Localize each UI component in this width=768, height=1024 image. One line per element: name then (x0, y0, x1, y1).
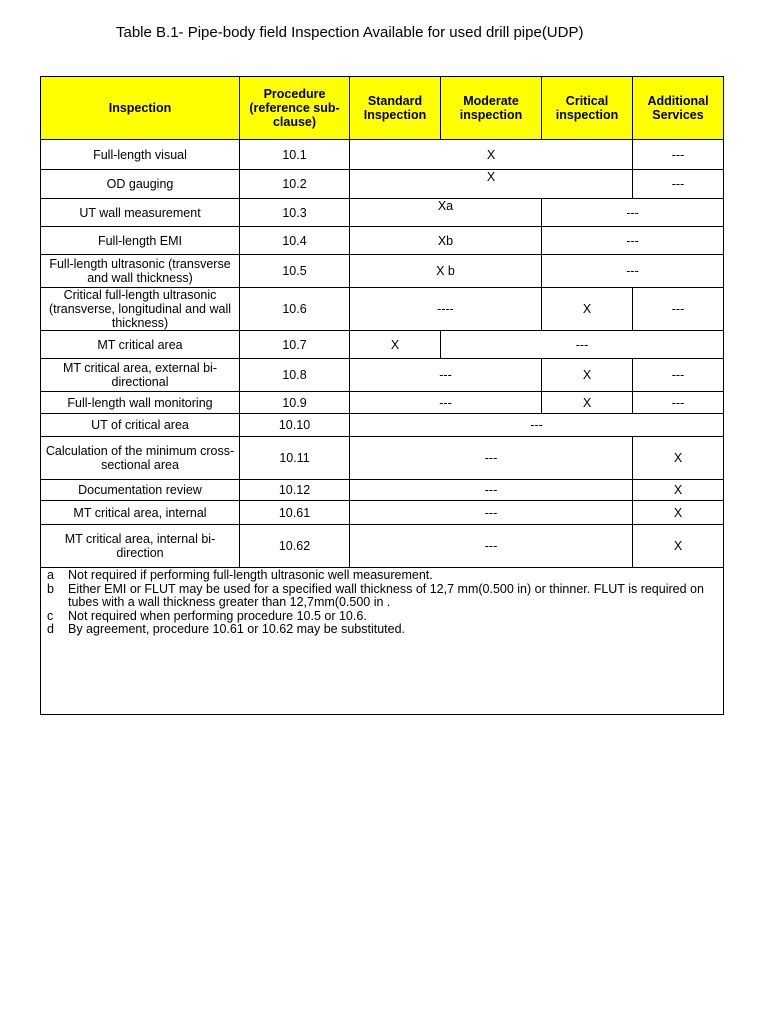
table-row (41, 414, 724, 437)
mark-cell: --- (542, 227, 724, 255)
table-row (41, 255, 724, 288)
mark-cell: --- (350, 480, 633, 501)
mark-cell: X b (350, 255, 542, 288)
mark-cell: --- (633, 170, 724, 199)
header-procedure: Procedure (reference sub-clause) (240, 77, 350, 140)
inspection-cell: Full-length wall monitoring (41, 392, 240, 414)
mark-cell: X (633, 437, 724, 480)
mark-cell: X (542, 359, 633, 392)
mark-cell: Xa (350, 199, 542, 227)
table-row (41, 288, 724, 331)
inspection-cell: Critical full-length ultrasonic (transverse, longitudinal and wall thickness) (41, 288, 240, 331)
mark-cell: X (542, 288, 633, 331)
footnote (47, 623, 717, 637)
mark-cell: --- (542, 255, 724, 288)
mark-cell: --- (350, 437, 633, 480)
inspection-cell: MT critical area (41, 331, 240, 359)
procedure-cell: 10.61 (240, 501, 350, 525)
procedure-cell: 10.2 (240, 170, 350, 199)
procedure-cell: 10.8 (240, 359, 350, 392)
header-critical: Critical inspection (542, 77, 633, 140)
footnote (47, 583, 717, 610)
inspection-cell: MT critical area, internal bi-direction (41, 525, 240, 568)
footnote-text: By agreement, procedure 10.61 or 10.62 may be substituted. (68, 622, 406, 636)
mark-cell: --- (633, 140, 724, 170)
inspection-cell: Full-length visual (41, 140, 240, 170)
procedure-cell: 10.9 (240, 392, 350, 414)
procedure-cell: 10.3 (240, 199, 350, 227)
table-row (41, 199, 724, 227)
inspection-cell: OD gauging (41, 170, 240, 199)
mark-cell: Xb (350, 227, 542, 255)
procedure-cell: 10.10 (240, 414, 350, 437)
mark-cell: X (350, 170, 633, 199)
mark-cell: --- (350, 392, 542, 414)
header-standard: Standard Inspection (350, 77, 441, 140)
footnote-text: Not required when performing procedure 10.5 or 10.6. (68, 608, 367, 623)
mark-cell: --- (441, 331, 724, 359)
footnote-text: Either EMI or FLUT may be used for a specified wall thickness of 12,7 mm(0.500 in) or thinner. FLUT is required on tubes with a wall thickness greater than 12,7mm(0.500 in . (68, 581, 704, 609)
mark-cell: X (350, 331, 441, 359)
inspection-cell: MT critical area, internal (41, 501, 240, 525)
procedure-cell: 10.4 (240, 227, 350, 255)
procedure-cell: 10.11 (240, 437, 350, 480)
mark-cell: --- (350, 525, 633, 568)
footnote (47, 610, 717, 624)
mark-cell: --- (633, 359, 724, 392)
header-inspection: Inspection (41, 77, 240, 140)
procedure-cell: 10.62 (240, 525, 350, 568)
table-row (41, 501, 724, 525)
inspection-cell: UT wall measurement (41, 199, 240, 227)
table-row (41, 525, 724, 568)
table-row (41, 437, 724, 480)
table-row (41, 170, 724, 199)
footnote-text: Not required if performing full-length ultrasonic well measurement. (68, 568, 433, 582)
header-moderate: Moderate inspection (441, 77, 542, 140)
header-additional: Additional Services (633, 77, 724, 140)
mark-cell: --- (542, 199, 724, 227)
inspection-cell: MT critical area, external bi-directional (41, 359, 240, 392)
table-row (41, 331, 724, 359)
mark-cell: X (633, 525, 724, 568)
table-row (41, 392, 724, 414)
mark-cell: --- (350, 501, 633, 525)
mark-cell: --- (633, 288, 724, 331)
table-row (41, 480, 724, 501)
inspection-cell: Calculation of the minimum cross-sectional area (41, 437, 240, 480)
procedure-cell: 10.12 (240, 480, 350, 501)
table-row (41, 359, 724, 392)
mark-cell: X (350, 140, 633, 170)
mark-cell: --- (350, 414, 724, 437)
header-row (41, 77, 724, 140)
footnote-key: b (47, 581, 54, 596)
procedure-cell: 10.6 (240, 288, 350, 331)
procedure-cell: 10.1 (240, 140, 350, 170)
mark-cell: X (542, 392, 633, 414)
footnote (47, 569, 717, 583)
mark-cell: ---- (350, 288, 542, 331)
inspection-cell: Full-length EMI (41, 227, 240, 255)
notes-row (41, 568, 724, 715)
footnote-key: c (47, 608, 54, 623)
mark-cell: --- (350, 359, 542, 392)
inspection-cell: Documentation review (41, 480, 240, 501)
procedure-cell: 10.7 (240, 331, 350, 359)
mark-cell: --- (633, 392, 724, 414)
footnote-key: d (47, 622, 54, 636)
table-title: Table B.1- Pipe-body field Inspection Available for used drill pipe(UDP) (116, 24, 584, 41)
mark-cell: X (633, 480, 724, 501)
inspection-table (40, 76, 724, 715)
table-row (41, 227, 724, 255)
inspection-cell: Full-length ultrasonic (transverse and wall thickness) (41, 255, 240, 288)
table-row (41, 140, 724, 170)
notes-cell (41, 568, 724, 715)
inspection-cell: UT of critical area (41, 414, 240, 437)
mark-cell: X (633, 501, 724, 525)
footnote-key: a (47, 568, 54, 582)
procedure-cell: 10.5 (240, 255, 350, 288)
